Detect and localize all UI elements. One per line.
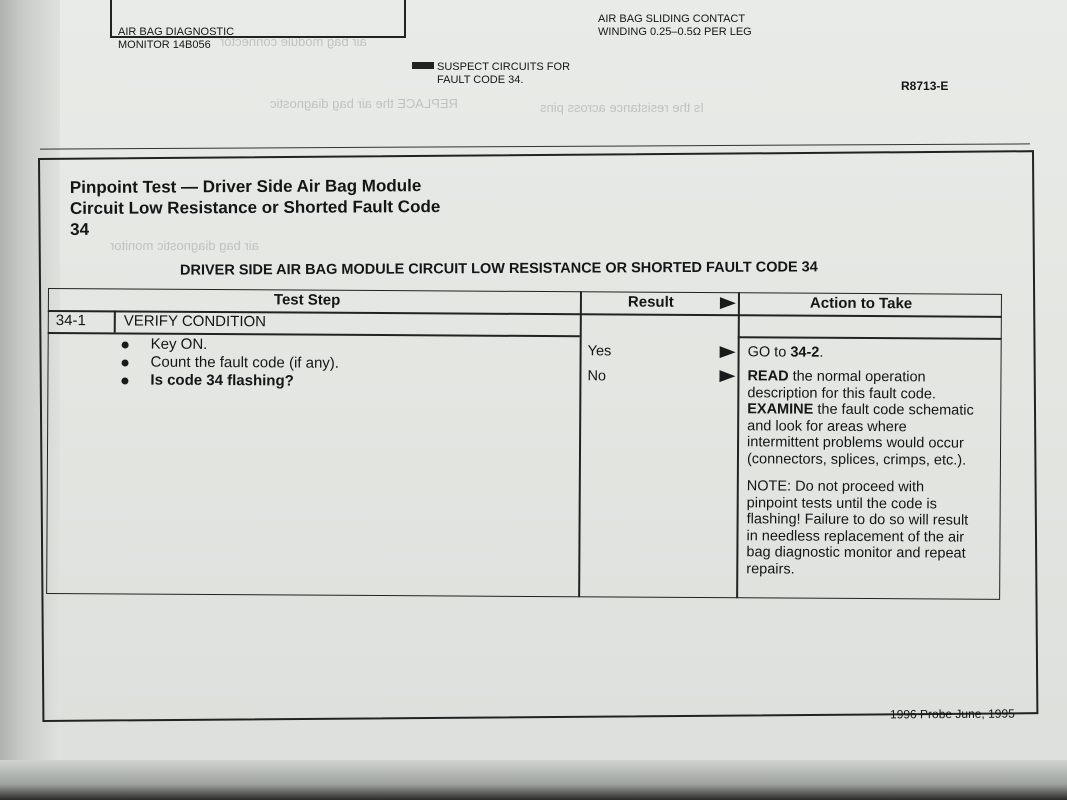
action-line — [747, 401, 974, 419]
arrow-icon — [720, 297, 736, 309]
note-line: NOTE: Do not proceed with — [746, 478, 925, 496]
suspect-circuit-swatch — [412, 62, 434, 69]
bullet-text: Key ON. — [150, 335, 208, 353]
arrow-icon — [719, 370, 735, 382]
table-heading: DRIVER SIDE AIR BAG MODULE CIRCUIT LOW RESISTANCE OR SHORTED FAULT CODE 34 — [179, 259, 818, 279]
bullet-icon — [122, 359, 129, 366]
title-line: 34 — [70, 219, 90, 239]
page-footer: 1996 Probe June, 1995 — [889, 706, 1015, 722]
action-end: . — [819, 344, 824, 361]
bleed-through-text: REPLACE the air bag diagnostic — [270, 96, 458, 111]
result-no: No — [587, 368, 607, 385]
note-line: in needless replacement of the air — [746, 527, 965, 546]
note — [746, 478, 968, 578]
action-keyword: EXAMINE — [747, 401, 814, 418]
action-line: description for this fault code. — [747, 384, 937, 402]
page-bottom-edge — [0, 760, 1067, 800]
action-text: the normal operation — [788, 368, 926, 386]
bleed-through-text: air bag module connector — [220, 34, 367, 49]
action-line: intermittent problems would occur — [747, 434, 964, 452]
step-number-divider — [114, 310, 116, 332]
title-line: Pinpoint Test — Driver Side Air Bag Module — [69, 176, 422, 197]
action-line: (connectors, splices, crimps, etc.). — [746, 450, 967, 469]
step-title: VERIFY CONDITION — [123, 312, 267, 331]
arrow-icon — [720, 346, 736, 358]
divider — [40, 143, 1030, 149]
action-keyword: READ — [747, 368, 789, 385]
bullet-item — [121, 372, 339, 391]
column-header-action: Action to Take — [809, 294, 913, 313]
title-line: Circuit Low Resistance or Shorted Fault Code — [69, 197, 441, 218]
action-yes — [748, 344, 824, 361]
bullet-text: Is code 34 flashing? — [150, 371, 294, 390]
action-line: and look for areas where — [747, 417, 907, 435]
step-number: 34-1 — [55, 312, 86, 330]
action-verb: GO to — [747, 344, 787, 361]
legend-label: SUSPECT CIRCUITS FOR FAULT CODE 34. — [437, 61, 571, 86]
note-line: bag diagnostic monitor and repeat — [746, 544, 966, 562]
column-header-test-step: Test Step — [273, 291, 341, 309]
note-line: flashing! Failure to do so will result — [746, 511, 969, 529]
action-no — [747, 368, 974, 468]
sliding-contact-label: AIR BAG SLIDING CONTACT WINDING 0.25–0.5Ω PER LEG — [598, 13, 752, 38]
note-line: repairs. — [746, 560, 795, 578]
column-header-result: Result — [627, 293, 674, 311]
test-table — [46, 288, 1000, 600]
action-target: 34-2 — [790, 344, 820, 361]
figure-reference: R8713-E — [901, 79, 949, 93]
monitor-label: AIR BAG DIAGNOSTIC MONITOR 14B056 — [118, 26, 235, 51]
page-title — [70, 175, 441, 240]
bullet-icon — [121, 377, 128, 384]
action-text: the fault code schematic — [813, 401, 974, 419]
action-line — [747, 368, 974, 386]
bleed-through-text: air bag diagnostic monitor — [110, 238, 259, 253]
step-bullets — [121, 336, 339, 391]
result-yes: Yes — [587, 343, 612, 360]
bleed-through-text: Is the resistance across pins — [540, 100, 705, 115]
bullet-text: Count the fault code (if any). — [150, 353, 340, 372]
note-line: pinpoint tests until the code is — [746, 494, 937, 512]
bullet-icon — [122, 341, 129, 348]
